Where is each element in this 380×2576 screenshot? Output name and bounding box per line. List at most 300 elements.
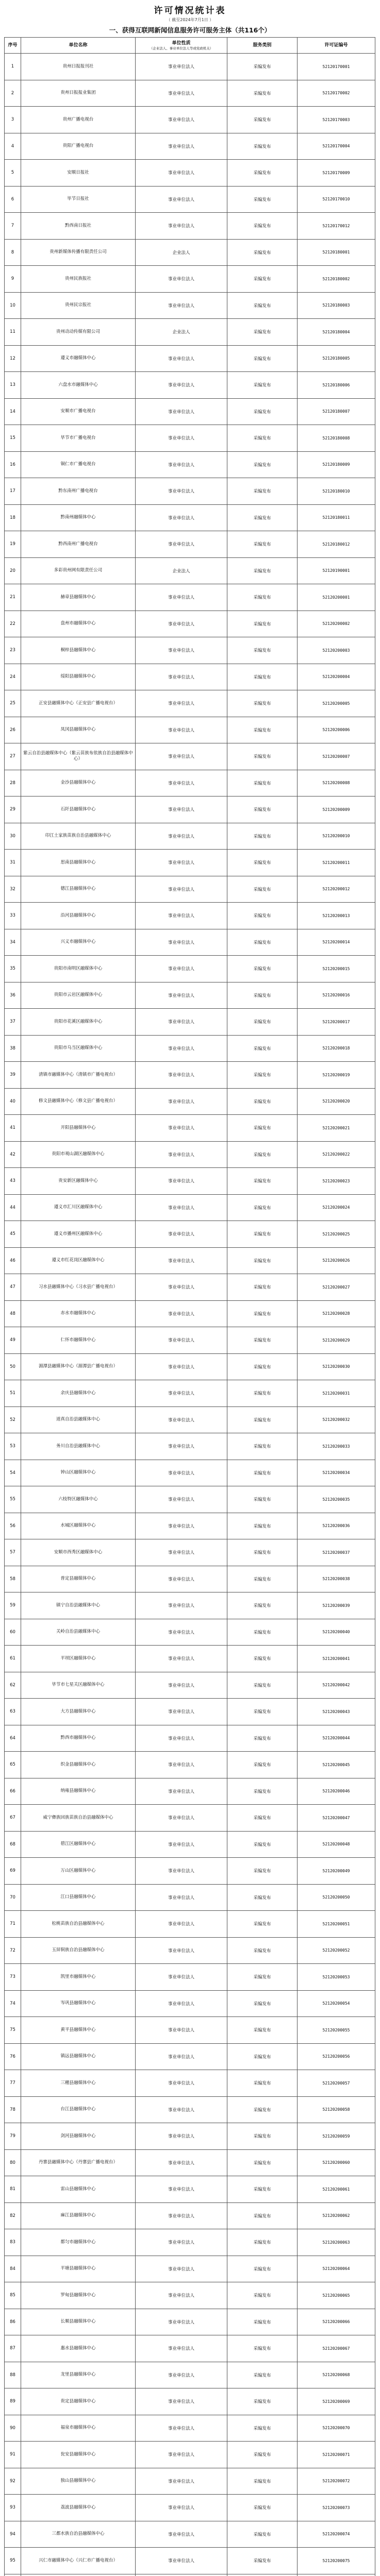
cell-service: 采编发布	[227, 850, 298, 876]
cell-license: 52120200049	[298, 1858, 375, 1885]
cell-license: 52120200032	[298, 1406, 375, 1433]
cell-service: 采编发布	[227, 372, 298, 399]
cell-seq: 28	[5, 770, 21, 796]
cell-seq: 32	[5, 876, 21, 903]
table-row	[5, 239, 375, 266]
table-row	[5, 345, 375, 372]
cell-service: 采编发布	[227, 717, 298, 743]
cell-service: 采编发布	[227, 319, 298, 346]
cell-seq: 10	[5, 292, 21, 319]
cell-seq: 80	[5, 2149, 21, 2176]
cell-seq: 24	[5, 664, 21, 690]
cell-license: 52120200013	[298, 903, 375, 929]
cell-license: 52120200035	[298, 1486, 375, 1513]
cell-name: 正安县融媒体中心（正安县广播电视台）	[21, 690, 136, 717]
cell-service: 采编发布	[227, 956, 298, 982]
cell-license: 52120200046	[298, 1778, 375, 1805]
cell-nature: 事业单位法人	[136, 1300, 227, 1327]
table-row	[5, 1460, 375, 1486]
cell-license: 52120200055	[298, 2017, 375, 2044]
cell-license: 52120200038	[298, 1566, 375, 1592]
cell-nature: 事业单位法人	[136, 1406, 227, 1433]
cell-license: 52120200053	[298, 1964, 375, 1991]
cell-name	[21, 2574, 136, 2576]
cell-service: 采编发布	[227, 2335, 298, 2362]
cell-service: 采编发布	[227, 690, 298, 717]
cell-license: 52120180008	[298, 425, 375, 452]
cell-seq: 60	[5, 1619, 21, 1646]
cell-name: 黄平县融媒体中心	[21, 2017, 136, 2044]
cell-seq: 82	[5, 2202, 21, 2229]
cell-service: 采编发布	[227, 2309, 298, 2335]
cell-service: 采编发布	[227, 2521, 298, 2548]
cell-nature: 事业单位法人	[136, 1009, 227, 1036]
cell-service: 采编发布	[227, 2070, 298, 2097]
cell-name: 平塘县融媒体中心	[21, 2256, 136, 2282]
cell-service: 采编发布	[227, 876, 298, 903]
cell-service: 采编发布	[227, 2468, 298, 2495]
cell-nature: 事业单位法人	[136, 1592, 227, 1619]
cell-service: 采编发布	[227, 770, 298, 796]
table-row	[5, 80, 375, 107]
table-row	[5, 2574, 375, 2576]
cell-seq: 77	[5, 2070, 21, 2097]
cell-nature: 企业法人	[136, 319, 227, 346]
table-row	[5, 2548, 375, 2574]
cell-license: 52120200009	[298, 796, 375, 823]
cell-seq: 17	[5, 478, 21, 505]
cell-license: 52120200024	[298, 1194, 375, 1221]
table-row	[5, 1566, 375, 1592]
cell-name: 丹寨县融媒体中心（丹寨县广播电视台）	[21, 2149, 136, 2176]
cell-nature: 事业单位法人	[136, 2442, 227, 2468]
cell-nature: 事业单位法人	[136, 2335, 227, 2362]
cell-seq: 13	[5, 372, 21, 399]
cell-nature: 事业单位法人	[136, 584, 227, 611]
cell-nature: 事业单位法人	[136, 1990, 227, 2017]
cell-service: 采编发布	[227, 345, 298, 372]
cell-seq: 7	[5, 213, 21, 240]
cell-service: 采编发布	[227, 1752, 298, 1778]
cell-license: 52120200043	[298, 1699, 375, 1725]
cell-nature: 事业单位法人	[136, 1752, 227, 1778]
cell-service: 采编发布	[227, 664, 298, 690]
license-table	[4, 37, 375, 2576]
cell-seq: 25	[5, 690, 21, 717]
table-row	[5, 1194, 375, 1221]
cell-license: 52120180010	[298, 478, 375, 505]
cell-name: 兴义市融媒体中心	[21, 929, 136, 956]
cell-name: 都匀市融媒体中心	[21, 2229, 136, 2256]
table-row	[5, 107, 375, 133]
cell-nature: 事业单位法人	[136, 1619, 227, 1646]
cell-name: 独山县融媒体中心	[21, 2468, 136, 2495]
cell-nature: 事业单位法人	[136, 611, 227, 637]
cell-name: 德江县融媒体中心	[21, 876, 136, 903]
cell-license: 52120200027	[298, 1274, 375, 1301]
cell-service: 采编发布	[227, 1221, 298, 1248]
cell-nature: 事业单位法人	[136, 1460, 227, 1486]
cell-name: 习水县融媒体中心（习水县广播电视台）	[21, 1274, 136, 1301]
cell-name: 麻江县融媒体中心	[21, 2202, 136, 2229]
cell-seq: 70	[5, 1884, 21, 1911]
cell-nature: 事业单位法人	[136, 982, 227, 1009]
cell-service: 采编发布	[227, 584, 298, 611]
cell-license: 52120200016	[298, 982, 375, 1009]
cell-service: 采编发布	[227, 1194, 298, 1221]
cell-nature: 事业单位法人	[136, 1805, 227, 1832]
cell-nature: 事业单位法人	[136, 531, 227, 558]
cell-license: 52120180006	[298, 372, 375, 399]
table-row	[5, 557, 375, 584]
table-row	[5, 1619, 375, 1646]
cell-nature: 事业单位法人	[136, 1884, 227, 1911]
cell-nature: 事业单位法人	[136, 717, 227, 743]
cell-nature: 事业单位法人	[136, 2388, 227, 2415]
cell-nature: 事业单位法人	[136, 1672, 227, 1699]
cell-seq: 73	[5, 1964, 21, 1991]
cell-seq: 57	[5, 1539, 21, 1566]
cell-service: 采编发布	[227, 1699, 298, 1725]
cell-license: 52120200060	[298, 2149, 375, 2176]
cell-service: 采编发布	[227, 54, 298, 80]
cell-seq: 66	[5, 1778, 21, 1805]
cell-license: 52120200044	[298, 1725, 375, 1752]
cell-license: 52120200071	[298, 2442, 375, 2468]
cell-nature: 事业单位法人	[136, 1380, 227, 1407]
cell-service: 采编发布	[227, 1592, 298, 1619]
cell-license: 52120200074	[298, 2521, 375, 2548]
cell-service: 采编发布	[227, 1300, 298, 1327]
cell-seq: 58	[5, 1566, 21, 1592]
cell-nature: 事业单位法人	[136, 1911, 227, 1938]
cell-name: 六枝特区融媒体中心	[21, 1486, 136, 1513]
cell-seq: 92	[5, 2468, 21, 2495]
cell-nature: 事业单位法人	[136, 398, 227, 425]
cell-seq: 15	[5, 425, 21, 452]
cell-service: 采编发布	[227, 1486, 298, 1513]
cell-name: 大方县融媒体中心	[21, 1699, 136, 1725]
cell-seq: 50	[5, 1353, 21, 1380]
cell-service: 采编发布	[227, 1062, 298, 1089]
cell-name: 余庆县融媒体中心	[21, 1380, 136, 1407]
cell-seq: 65	[5, 1752, 21, 1778]
table-row	[5, 1539, 375, 1566]
cell-name: 沿河县融媒体中心	[21, 903, 136, 929]
cell-name: 贵州广播电视台	[21, 107, 136, 133]
table-row	[5, 531, 375, 558]
cell-service: 采编发布	[227, 637, 298, 664]
cell-seq: 29	[5, 796, 21, 823]
cell-license: 52120200073	[298, 2495, 375, 2521]
cell-nature: 事业单位法人	[136, 1247, 227, 1274]
cell-service: 采编发布	[227, 1115, 298, 1142]
cell-license: 52120170004	[298, 133, 375, 160]
cell-name: 碧江区融媒体中心	[21, 1831, 136, 1858]
cell-nature: 事业单位法人	[136, 133, 227, 160]
cell-license: 52120180007	[298, 398, 375, 425]
cell-name: 惠水县融媒体中心	[21, 2335, 136, 2362]
cell-seq: 23	[5, 637, 21, 664]
cell-seq: 22	[5, 611, 21, 637]
cell-seq: 38	[5, 1035, 21, 1062]
cell-license: 52120200025	[298, 1221, 375, 1248]
cell-license: 52120200061	[298, 2176, 375, 2203]
cell-service: 采编发布	[227, 2229, 298, 2256]
table-row	[5, 1752, 375, 1778]
cell-seq: 45	[5, 1221, 21, 1248]
table-row	[5, 1168, 375, 1195]
table-row	[5, 717, 375, 743]
cell-license: 52120200066	[298, 2309, 375, 2335]
cell-nature: 事业单位法人	[136, 2282, 227, 2309]
cell-nature: 事业单位法人	[136, 690, 227, 717]
cell-license: 52120200056	[298, 2043, 375, 2070]
cell-seq: 71	[5, 1911, 21, 1938]
cell-seq: 27	[5, 743, 21, 770]
cell-nature: 事业单位法人	[136, 1221, 227, 1248]
cell-license: 52120200008	[298, 770, 375, 796]
table-row	[5, 956, 375, 982]
cell-license: 52120200069	[298, 2388, 375, 2415]
cell-license: 52120200021	[298, 1115, 375, 1142]
cell-service: 采编发布	[227, 2176, 298, 2203]
cell-license: 52120200017	[298, 1009, 375, 1036]
cell-name: 毕节市七星关区融媒体中心	[21, 1672, 136, 1699]
cell-service: 采编发布	[227, 2282, 298, 2309]
cell-nature: 事业单位法人	[136, 1699, 227, 1725]
cell-seq: 37	[5, 1009, 21, 1036]
cell-seq: 47	[5, 1274, 21, 1301]
cell-seq: 42	[5, 1141, 21, 1168]
cell-name: 关岭自治县融媒体中心	[21, 1619, 136, 1646]
cell-service: 采编发布	[227, 1168, 298, 1195]
table-row	[5, 1672, 375, 1699]
cell-name: 水城区融媒体中心	[21, 1513, 136, 1539]
table-row	[5, 1300, 375, 1327]
cell-nature: 事业单位法人	[136, 2176, 227, 2203]
cell-nature: 事业单位法人	[136, 2229, 227, 2256]
cell-license: 52120200075	[298, 2548, 375, 2574]
cell-license: 52120200051	[298, 1911, 375, 1938]
table-row	[5, 2415, 375, 2442]
table-row	[5, 451, 375, 478]
cell-license: 52120200050	[298, 1884, 375, 1911]
table-row	[5, 2495, 375, 2521]
cell-seq: 33	[5, 903, 21, 929]
cell-name: 贵阳市南明区融媒体中心	[21, 956, 136, 982]
cell-name: 龙里县融媒体中心	[21, 2362, 136, 2388]
cell-nature: 事业单位法人	[136, 664, 227, 690]
cell-license: 52120200001	[298, 584, 375, 611]
table-row	[5, 2123, 375, 2150]
cell-name: 岑巩县融媒体中心	[21, 1990, 136, 2017]
cell-license: 52120170002	[298, 80, 375, 107]
table-row	[5, 1699, 375, 1725]
cell-nature: 事业单位法人	[136, 1433, 227, 1460]
cell-seq: 44	[5, 1194, 21, 1221]
cell-service: 采编发布	[227, 1274, 298, 1301]
cell-license: 52120200063	[298, 2229, 375, 2256]
cell-seq: 91	[5, 2442, 21, 2468]
cell-license: 52120200018	[298, 1035, 375, 1062]
cell-name: 紫云自治县融媒体中心（紫云苗族布依族自治县融媒体中心）	[21, 743, 136, 770]
cell-nature: 事业单位法人	[136, 345, 227, 372]
cell-nature: 事业单位法人	[136, 266, 227, 293]
cell-name: 贵州新媒体传播有限责任公司	[21, 239, 136, 266]
cell-service: 采编发布	[227, 1646, 298, 1672]
cell-name: 三穗县融媒体中心	[21, 2070, 136, 2097]
cell-nature: 企业法人	[136, 557, 227, 584]
table-row	[5, 584, 375, 611]
cell-license: 52120180011	[298, 504, 375, 531]
table-header-row	[5, 38, 375, 54]
cell-name: 三都水族自治县融媒体中心	[21, 2521, 136, 2548]
cell-license: 52120180009	[298, 451, 375, 478]
cell-seq: 94	[5, 2521, 21, 2548]
cell-service: 采编发布	[227, 398, 298, 425]
cell-name: 仁怀市融媒体中心	[21, 1327, 136, 1354]
cell-seq: 85	[5, 2282, 21, 2309]
cell-seq: 67	[5, 1805, 21, 1832]
table-row	[5, 982, 375, 1009]
cell-name: 绥阳县融媒体中心	[21, 664, 136, 690]
table-row	[5, 1141, 375, 1168]
cell-name: 铜仁市广播电视台	[21, 451, 136, 478]
cell-license: 52120200002	[298, 611, 375, 637]
cell-service: 采编发布	[227, 796, 298, 823]
table-row	[5, 1380, 375, 1407]
cell-service: 采编发布	[227, 531, 298, 558]
cell-nature: 事业单位法人	[136, 2017, 227, 2044]
cell-service: 采编发布	[227, 2123, 298, 2150]
cell-service: 采编发布	[227, 133, 298, 160]
cell-name: 修文县融媒体中心（修文县广播电视台）	[21, 1088, 136, 1115]
cell-name: 贵定县融媒体中心	[21, 2388, 136, 2415]
cell-license: 52120200064	[298, 2256, 375, 2282]
table-row	[5, 319, 375, 346]
cell-license: 52120200022	[298, 1141, 375, 1168]
table-row	[5, 2442, 375, 2468]
cell-nature: 事业单位法人	[136, 2149, 227, 2176]
cell-service: 采编发布	[227, 929, 298, 956]
cell-license: 52120200036	[298, 1513, 375, 1539]
cell-name: 贵州动动传媒有限公司	[21, 319, 136, 346]
cell-nature: 事业单位法人	[136, 1062, 227, 1089]
cell-nature: 事业单位法人	[136, 876, 227, 903]
cell-nature: 事业单位法人	[136, 1858, 227, 1885]
cell-nature: 事业单位法人	[136, 743, 227, 770]
cell-license: 52120200041	[298, 1646, 375, 1672]
table-row	[5, 1592, 375, 1619]
cell-name: 长顺县融媒体中心	[21, 2309, 136, 2335]
table-row	[5, 2521, 375, 2548]
cell-name: 道真自治县融媒体中心	[21, 1406, 136, 1433]
cell-seq: 9	[5, 266, 21, 293]
table-row	[5, 2043, 375, 2070]
table-row	[5, 2388, 375, 2415]
cell-seq: 16	[5, 451, 21, 478]
cell-service: 采编发布	[227, 1088, 298, 1115]
table-row	[5, 213, 375, 240]
cell-service: 采编发布	[227, 1141, 298, 1168]
table-row	[5, 266, 375, 293]
cell-seq: 40	[5, 1088, 21, 1115]
table-row	[5, 1937, 375, 1964]
cell-name: 黔西市融媒体中心	[21, 1725, 136, 1752]
cell-seq: 51	[5, 1380, 21, 1407]
cell-nature: 事业单位法人	[136, 823, 227, 850]
cell-name: 平坝区融媒体中心	[21, 1646, 136, 1672]
cell-name: 遵义市汇川区融媒体中心	[21, 1194, 136, 1221]
cell-service: 采编发布	[227, 823, 298, 850]
cell-service: 采编发布	[227, 478, 298, 505]
cell-nature: 事业单位法人	[136, 2548, 227, 2574]
table-row	[5, 1911, 375, 1938]
cell-nature: 事业单位法人	[136, 504, 227, 531]
table-row	[5, 292, 375, 319]
cell-service: 采编发布	[227, 186, 298, 213]
cell-service: 采编发布	[227, 2415, 298, 2442]
cell-name: 黔南州融媒体中心	[21, 504, 136, 531]
cell-service: 采编发布	[227, 1380, 298, 1407]
cell-seq: 69	[5, 1858, 21, 1885]
cell-name: 罗甸县融媒体中心	[21, 2282, 136, 2309]
table-row	[5, 903, 375, 929]
cell-seq: 79	[5, 2123, 21, 2150]
cell-nature: 事业单位法人	[136, 107, 227, 133]
cell-name: 盘州市融媒体中心	[21, 611, 136, 637]
cell-nature: 事业单位法人	[136, 903, 227, 929]
table-row	[5, 929, 375, 956]
cell-seq: 68	[5, 1831, 21, 1858]
cell-license: 52120200004	[298, 664, 375, 690]
cell-nature: 事业单位法人	[136, 1353, 227, 1380]
table-row	[5, 1247, 375, 1274]
table-row	[5, 2468, 375, 2495]
header-service: 服务类别	[227, 38, 298, 54]
table-row	[5, 372, 375, 399]
cell-service: 采编发布	[227, 1911, 298, 1938]
cell-name: 凤冈县融媒体中心	[21, 717, 136, 743]
cell-seq: 41	[5, 1115, 21, 1142]
cell-name: 六盘水市融媒体中心	[21, 372, 136, 399]
cell-nature: 事业单位法人	[136, 1831, 227, 1858]
cell-seq: 54	[5, 1460, 21, 1486]
table-row	[5, 425, 375, 452]
cell-name: 开阳县融媒体中心	[21, 1115, 136, 1142]
cell-nature: 事业单位法人	[136, 2415, 227, 2442]
cell-seq: 5	[5, 160, 21, 187]
cell-license: 52120200006	[298, 717, 375, 743]
table-row	[5, 1353, 375, 1380]
cell-nature: 事业单位法人	[136, 2070, 227, 2097]
cell-seq: 4	[5, 133, 21, 160]
cell-seq: 3	[5, 107, 21, 133]
cell-nature: 事业单位法人	[136, 2096, 227, 2123]
cell-seq: 75	[5, 2017, 21, 2044]
cell-license: 52120170003	[298, 107, 375, 133]
cell-seq: 18	[5, 504, 21, 531]
cell-service: 采编发布	[227, 451, 298, 478]
cell-nature: 事业单位法人	[136, 160, 227, 187]
cell-service: 采编发布	[227, 982, 298, 1009]
cell-name: 遵义市播州区融媒体中心	[21, 1221, 136, 1248]
cell-name: 钟山区融媒体中心	[21, 1460, 136, 1486]
cell-nature: 事业单位法人	[136, 1088, 227, 1115]
cell-license: 52120200068	[298, 2362, 375, 2388]
cell-service: 采编发布	[227, 2017, 298, 2044]
